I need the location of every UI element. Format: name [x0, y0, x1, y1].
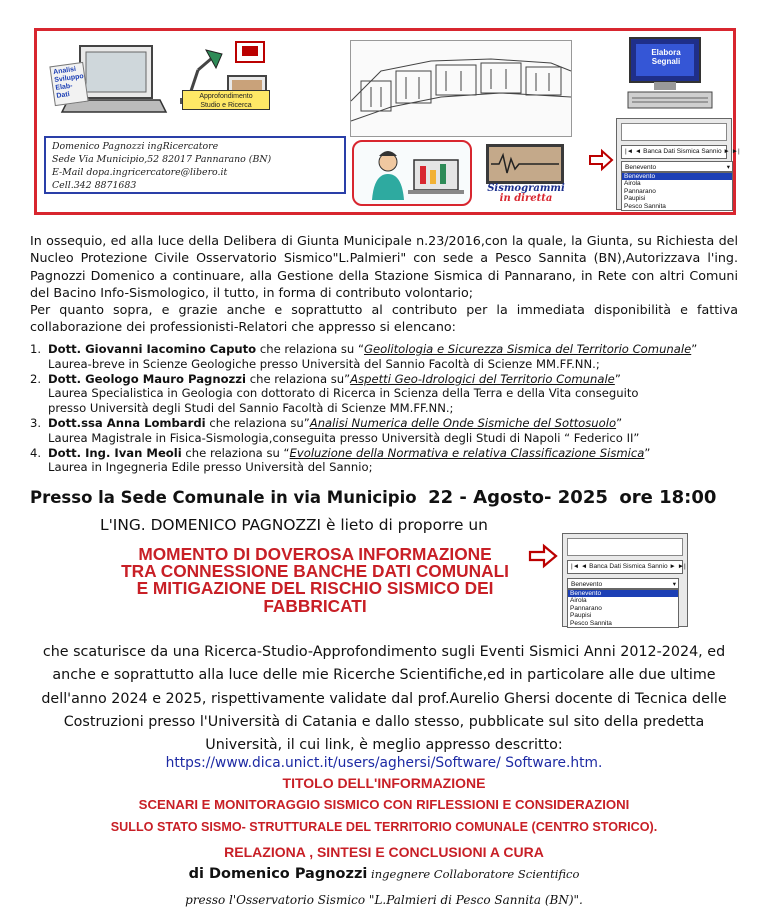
- contact-email: E-Mail dopa.ingricercatore@libero.it: [52, 167, 228, 178]
- description-text: che scaturisce da una Ricerca-Studio-Approfondimento sugli Eventi Sismici Anni 2012-2024, ed anche e soprattutto alla luce delle mie Ricerche Scientifiche,ed in particolare alle due ultime dell'anno 2024 e 2025, rispettivamente validate dal prof.Aurelio Ghersi docente di Tecnica delle Costruzioni presso l'Università di Catania e dallo stesso, pubblicate sul sito della predetta Università, il cui link, è meglio appresso descritto:: [41, 644, 727, 754]
- info-line-2: SULLO STATO SISMO- STRUTTURALE DEL TERRITORIO COMUNALE (CENTRO STORICO).: [110, 820, 658, 834]
- seismogram-display: [486, 144, 564, 184]
- event-line: [30, 487, 738, 508]
- seismogram-icon: [489, 147, 561, 181]
- db-option[interactable]: Airola: [570, 597, 587, 605]
- db-option[interactable]: Paupisi: [624, 195, 646, 203]
- momento-title: MOMENTO DI DOVEROSA INFORMAZIONE TRA CONNESSIONE BANCHE DATI COMUNALI E MITIGAZIONE DEL RISCHIO SISMICO DEI FABBRICATI: [121, 544, 509, 616]
- db-select[interactable]: Benevento ▾: [567, 578, 679, 589]
- contact-name: Domenico Pagnozzi ingRicercatore: [52, 141, 219, 152]
- db-window-header: |◄ ◄ Banca Dati Sismica Sannio ► ►| Benevento ▾ Benevento Airola Pannarano Paupisi Pesco Sannita: [616, 118, 732, 210]
- db-options: [621, 172, 733, 211]
- contact-box: [44, 136, 346, 194]
- list-item: 2. Dott. Geologo Mauro Pagnozzi che relaziona su”Aspetti Geo-Idrologici del Territorio Comunale” Laurea Specialistica in Geologia con dottorato di Ricerca in Scienza della Terra e della Vita conseguito presso Università degli Studi del Sannio Facoltà di Scienze MM.FF.NN.;: [30, 371, 639, 416]
- db-option[interactable]: Airola: [624, 180, 641, 188]
- list-item: 3. Dott.ssa Anna Lombardi che relaziona su”Analisi Numerica delle Onde Sismiche del Sottosuolo” Laurea Magistrale in Fisica-Sismologia,conseguita presso Università degli Studi di Napoli “ Federico II”: [30, 415, 640, 445]
- info-line-3: RELAZIONA , SINTESI E CONCLUSIONI A CURA: [224, 844, 544, 860]
- db-option[interactable]: Pannarano: [624, 187, 656, 195]
- researcher-illustration: [352, 140, 472, 206]
- arrow-right-icon: [528, 545, 558, 567]
- info-heading: TITOLO DELL'INFORMAZIONE: [282, 775, 486, 791]
- contact-address: Sede Via Municipio,52 82017 Pannarano (BN): [52, 154, 272, 165]
- analisi-card: Analisi Sviluppo Elab-Dati: [49, 62, 88, 106]
- contact-phone: Cell.342 8871683: [52, 180, 137, 191]
- approfondimento-tag: Approfondimento Studio e Ricerca: [182, 90, 270, 110]
- intro-paragraph-2: Per quanto sopra, e grazie anche e soprattutto al contributo per la immediata disponibilità e fattiva collaborazione dei professionisti-Relatori che appresso si elencano:: [30, 302, 738, 335]
- db-option[interactable]: Benevento: [622, 173, 732, 180]
- db-option[interactable]: Benevento: [568, 590, 678, 597]
- intro-text: [30, 232, 738, 336]
- event-time: ore 18:00: [619, 487, 717, 508]
- event-date: 22 - Agosto- 2025: [428, 487, 608, 508]
- computer-elabora: [624, 36, 720, 116]
- buildings-sketch-icon: [351, 41, 571, 136]
- db-option[interactable]: Pesco Sannita: [624, 202, 666, 210]
- elabora-label: Elabora Segnali: [651, 48, 681, 66]
- list-item: 4. Dott. Ing. Ivan Meoli che relaziona su “Evoluzione della Normativa e relativa Classificazione Sismica” Laurea in Ingegneria Edile presso Università del Sannio;: [30, 445, 651, 475]
- person-laptop-icon: [354, 142, 470, 204]
- db-option[interactable]: Pesco Sannita: [570, 619, 612, 627]
- db-select[interactable]: Benevento ▾: [621, 161, 733, 172]
- arrow-right-icon: [588, 150, 614, 170]
- list-item: 1. Dott. Giovanni Iacomino Caputo che relaziona su “Geolitologia e Sicurezza Sismica del Territorio Comunale” Laurea-breve in Scienze Geologiche presso Università del Sannio Facoltà di Scienze MM.FF.NN.;: [30, 342, 698, 371]
- db-options: [567, 589, 679, 628]
- software-link[interactable]: https://www.dica.unict.it/users/aghersi/Software/ Software.htm.: [165, 755, 603, 771]
- signature-affiliation: presso l'Osservatorio Sismico "L.Palmieri di Pesco Sannita (BN)".: [185, 893, 583, 907]
- info-line-1: SCENARI E MONITORAGGIO SISMICO CON RIFLESSIONI E CONSIDERAZIONI: [138, 797, 630, 812]
- sign-icon: [234, 40, 268, 66]
- proposal-line: L'ING. DOMENICO PAGNOZZI è lieto di proporre un: [100, 516, 488, 534]
- signature: [30, 866, 738, 882]
- db-window-main: |◄ ◄ Banca Dati Sismica Sannio ► ►| Benevento ▾ Benevento Airola Pannarano Paupisi Pesco Sannita: [562, 533, 688, 627]
- speakers-list: [30, 342, 750, 475]
- signature-role: ingegnere Collaboratore Scientifico: [367, 867, 580, 881]
- db-option[interactable]: Paupisi: [570, 612, 592, 620]
- event-place: Presso la Sede Comunale in via Municipio: [30, 488, 417, 507]
- db-option[interactable]: Pannarano: [570, 604, 602, 612]
- db-nav-label: Banca Dati Sismica Sannio: [643, 148, 722, 155]
- sismogrammi-caption: Sismogrammi in diretta: [487, 183, 565, 204]
- intro-paragraph-1: In ossequio, ed alla luce della Delibera di Giunta Municipale n.23/2016,con la quale, la Giunta, su Richiesta del Nucleo Protezione Civile Osservatorio Sismico"L.Palmieri" con sede a Pesco Sannita (BN),Autorizzava l'ing. Pagnozzi Domenico a continuare, alla Gestione della Stazione Sismica di Pannarano, in Rete con altri Comuni del Bacino Info-Sismologico, il tutto, in forma di contributo volontario;: [30, 233, 738, 300]
- street-sketch: [350, 40, 572, 137]
- db-nav-label: Banca Dati Sismica Sannio: [589, 563, 668, 570]
- signature-name: di Domenico Pagnozzi: [188, 866, 368, 882]
- computer-illustration: [50, 42, 168, 130]
